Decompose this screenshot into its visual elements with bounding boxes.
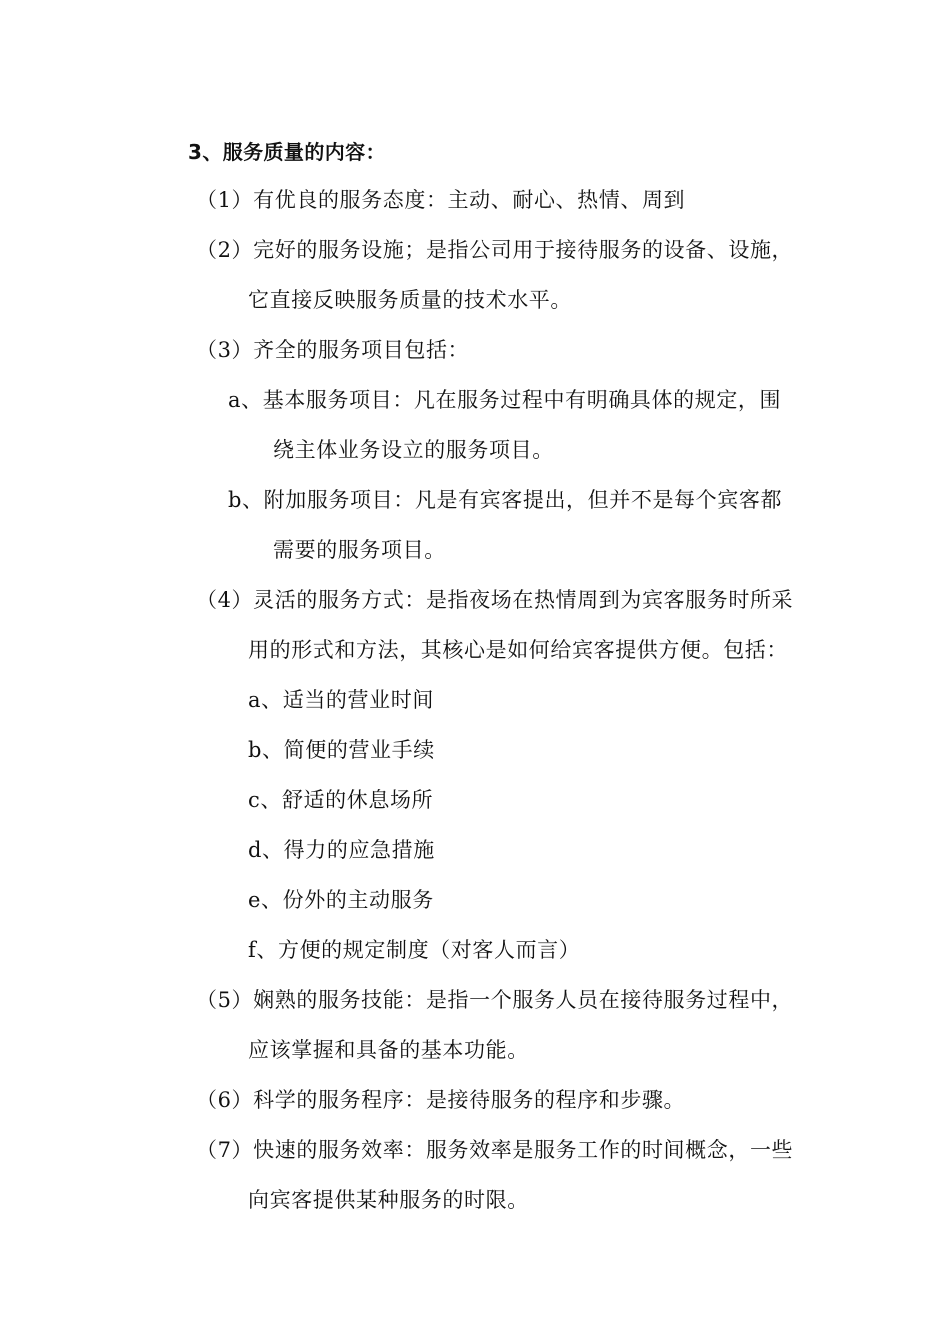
item-4-continuation: 用的形式和方法，其核心是如何给宾客提供方便。包括： xyxy=(248,638,788,662)
item-7-continuation: 向宾客提供某种服务的时限。 xyxy=(248,1188,529,1212)
item-2-facilities: （2）完好的服务设施；是指公司用于接待服务的设备、设施， xyxy=(196,238,794,262)
item-3a-continuation: 绕主体业务设立的服务项目。 xyxy=(273,438,554,462)
item-1-attitude: （1）有优良的服务态度：主动、耐心、热情、周到 xyxy=(196,188,686,212)
item-6-service-procedure: （6）科学的服务程序：是接待服务的程序和步骤。 xyxy=(196,1088,686,1112)
item-4f-regulations: f、方便的规定制度（对客人而言） xyxy=(248,938,581,962)
item-4-service-methods: （4）灵活的服务方式：是指夜场在热情周到为宾客服务时所采 xyxy=(196,588,794,612)
item-5-service-skills: （5）娴熟的服务技能：是指一个服务人员在接待服务过程中， xyxy=(196,988,794,1012)
item-2-continuation: 它直接反映服务质量的技术水平。 xyxy=(248,288,572,312)
item-3-services: （3）齐全的服务项目包括： xyxy=(196,338,470,362)
item-3b-continuation: 需要的服务项目。 xyxy=(273,538,446,562)
item-4c-rest-area: c、舒适的休息场所 xyxy=(248,788,434,812)
item-3b-additional-services: b、附加服务项目：凡是有宾客提出，但并不是每个宾客都 xyxy=(228,488,783,512)
item-4d-emergency-measures: d、得力的应急措施 xyxy=(248,838,435,862)
section-heading: 3、服务质量的内容： xyxy=(188,140,386,164)
item-3a-basic-services: a、基本服务项目：凡在服务过程中有明确具体的规定，围 xyxy=(228,388,782,412)
item-5-continuation: 应该掌握和具备的基本功能。 xyxy=(248,1038,529,1062)
item-4b-procedures: b、简便的营业手续 xyxy=(248,738,435,762)
item-7-service-efficiency: （7）快速的服务效率：服务效率是服务工作的时间概念，一些 xyxy=(196,1138,794,1162)
item-4a-business-hours: a、适当的营业时间 xyxy=(248,688,434,712)
item-4e-proactive-service: e、份外的主动服务 xyxy=(248,888,434,912)
